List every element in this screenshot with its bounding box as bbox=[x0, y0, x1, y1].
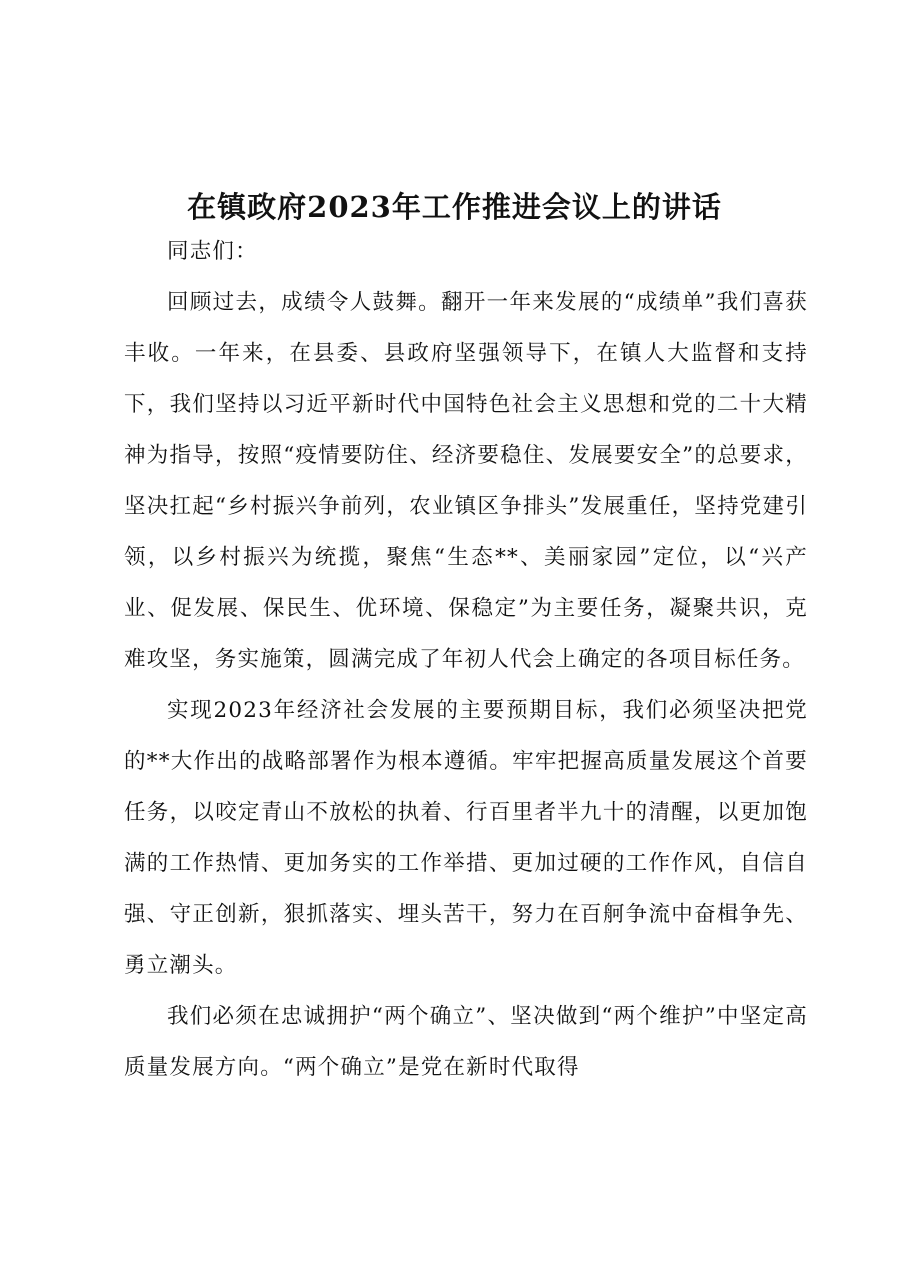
document-body bbox=[124, 226, 808, 1093]
document-title: 在镇政府2023年工作推进会议上的讲话 bbox=[187, 190, 722, 225]
paragraph-review: 回顾过去，成绩令人鼓舞。翻开一年来发展的“成绩单”我们喜获丰收。一年来，在县委、县政府坚强领导下，在镇人大监督和支持下，我们坚持以习近平新时代中国特色社会主义思想和党的二十大精神为指导，按照“疫情要防住、经济要稳住、发展要安全”的总要求，坚决扛起“乡村振兴争前列，农业镇区争排头”发展重任，坚持党建引领，以乡村振兴为统揽，聚焦“生态**、美丽家园”定位，以“兴产业、促发展、保民生、优环境、保稳定”为主要任务，凝聚共识，克难攻坚，务实施策，圆满完成了年初人代会上确定的各项目标任务。 bbox=[124, 290, 808, 672]
paragraph-loyalty: 我们必须在忠诚拥护“两个确立”、坚决做到“两个维护”中坚定高质量发展方向。“两个确立”是党在新时代取得 bbox=[124, 1004, 808, 1080]
paragraph-goals: 实现2023年经济社会发展的主要预期目标，我们必须坚决把党的**大作出的战略部署作为根本遵循。牢牢把握高质量发展这个首要任务，以咬定青山不放松的执着、行百里者半九十的清醒，以更加饱满的工作热情、更加务实的工作举措、更加过硬的工作作风，自信自强、守正创新，狠抓落实、埋头苦干，努力在百舸争流中奋楫争先、勇立潮头。 bbox=[124, 698, 808, 978]
salutation: 同志们： bbox=[167, 239, 258, 264]
